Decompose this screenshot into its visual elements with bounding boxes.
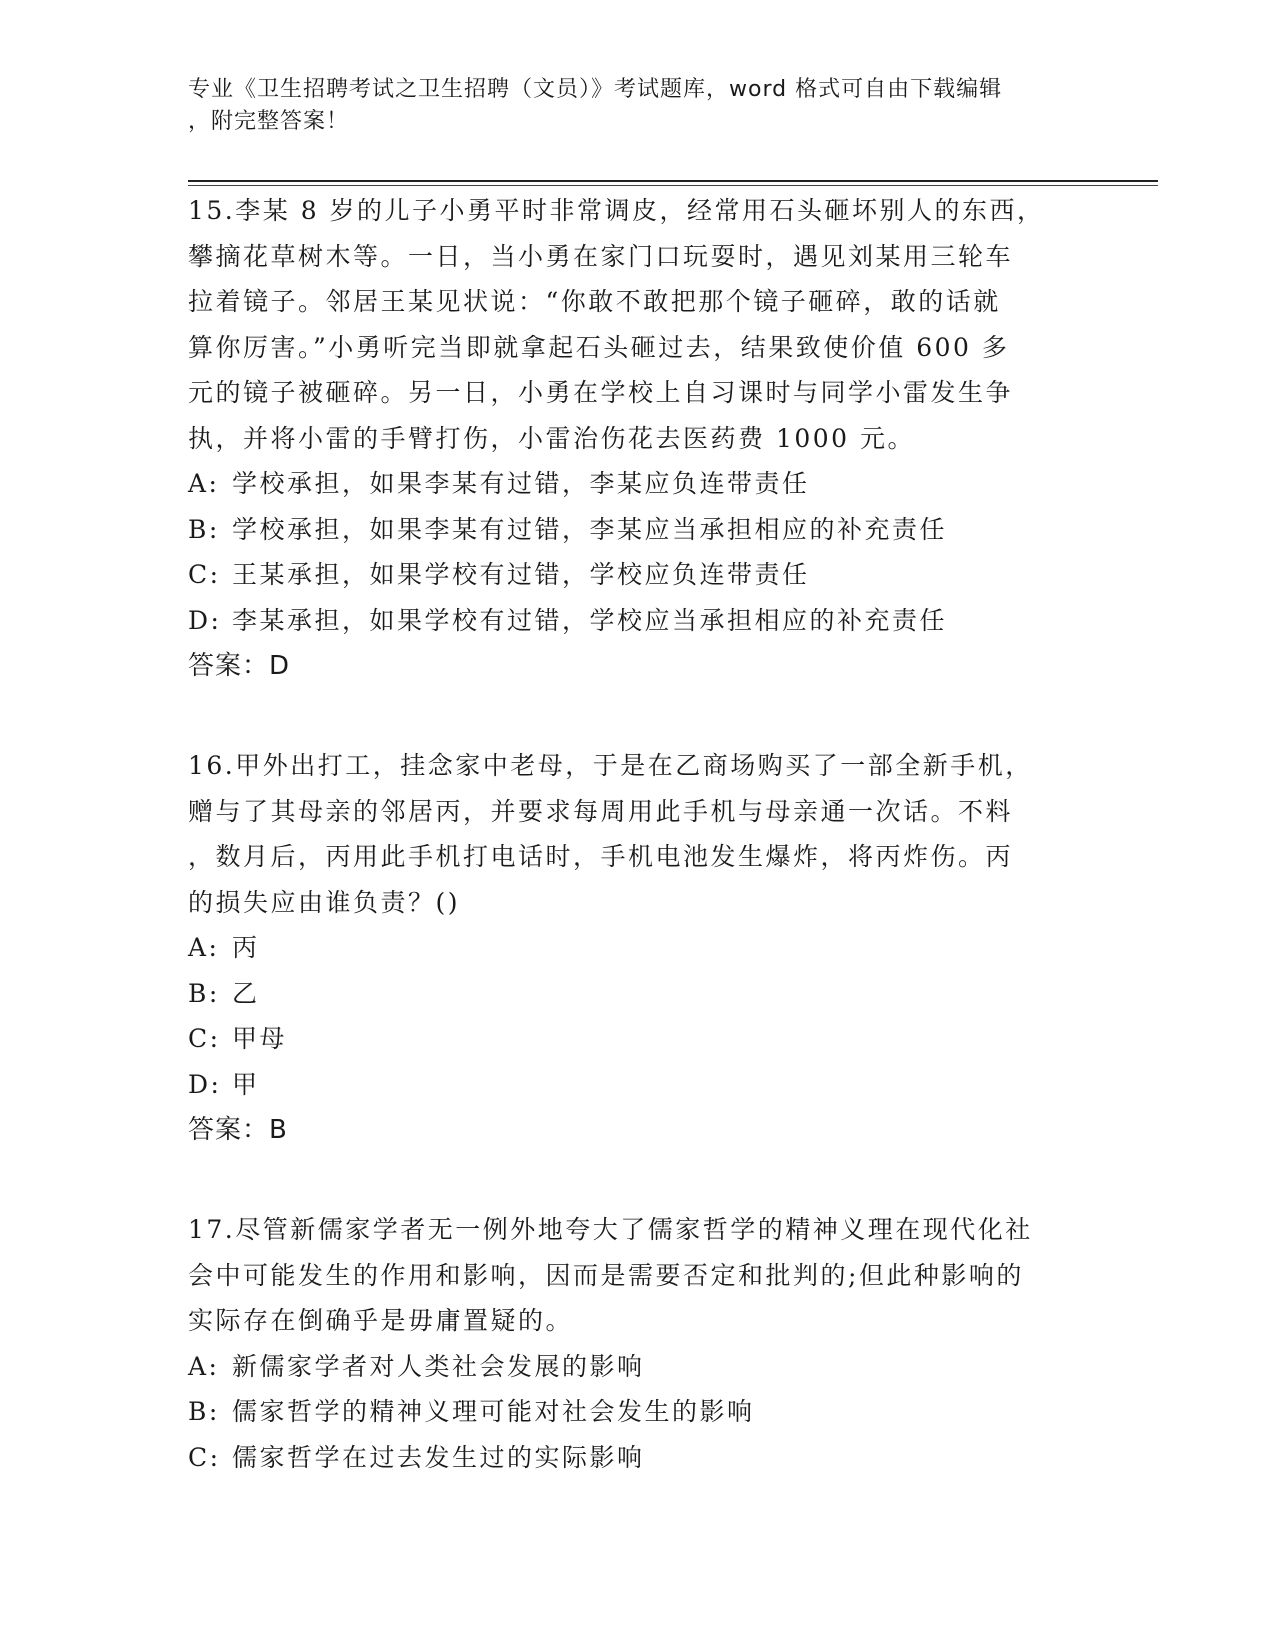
header-divider-thick — [188, 180, 1158, 182]
option-letter: B: — [188, 1397, 220, 1426]
answer-label: 答案：B — [188, 1115, 288, 1145]
option-letter: C: — [188, 1442, 221, 1472]
question-stem-line: 元的镜子被砸碎。另一日，小勇在学校上自习课时与同学小雷发生争 — [188, 378, 1014, 407]
option-text: 学校承担，如果李某有过错，李某应当承担相应的补充责任 — [232, 514, 948, 544]
header-divider-thin — [188, 185, 1158, 186]
question-stem-line: ，数月后，丙用此手机打电话时，手机电池发生爆炸，将丙炸伤。丙 — [188, 842, 1014, 871]
header-line-2: ，附完整答案！ — [188, 109, 350, 134]
question-stem-line: 的损失应由谁负责？() — [188, 887, 461, 917]
option-letter: D: — [188, 1069, 222, 1099]
answer-label: 答案：D — [188, 651, 291, 681]
question-list — [188, 188, 1068, 1480]
question-stem-line: 17.尽管新儒家学者无一例外地夸大了儒家哲学的精神义理在现代化社 — [188, 1215, 1033, 1244]
option-b — [188, 971, 1068, 1017]
option-text: 李某承担，如果学校有过错，学校应当承担相应的补充责任 — [232, 605, 948, 635]
question-17 — [188, 1207, 1068, 1480]
option-text: 丙 — [232, 933, 260, 962]
question-stem-line: 实际存在倒确乎是毋庸置疑的。 — [188, 1306, 574, 1335]
option-letter: C: — [188, 560, 221, 589]
option-text: 新儒家学者对人类社会发展的影响 — [232, 1351, 645, 1381]
option-letter: A: — [188, 469, 220, 498]
option-c — [188, 552, 1068, 598]
option-text: 学校承担，如果李某有过错，李某应负连带责任 — [232, 469, 810, 498]
question-stem-line: 拉着镜子。邻居王某见状说：“你敢不敢把那个镜子砸碎，敢的话就 — [188, 287, 1001, 316]
question-15 — [188, 188, 1068, 689]
option-text: 儒家哲学在过去发生过的实际影响 — [232, 1442, 645, 1472]
option-text: 儒家哲学的精神义理可能对社会发生的影响 — [232, 1397, 755, 1426]
option-d — [188, 598, 1068, 644]
question-stem-line: 16.甲外出打工，挂念家中老母，于是在乙商场购买了一部全新手机， — [188, 751, 1033, 780]
question-16 — [188, 743, 1068, 1153]
option-letter: A: — [188, 1351, 220, 1381]
option-b — [188, 1389, 1068, 1435]
question-stem-line: 会中可能发生的作用和影响，因而是需要否定和批判的;但此种影响的 — [188, 1260, 1024, 1290]
option-text: 王某承担，如果学校有过错，学校应负连带责任 — [232, 560, 810, 589]
question-stem-line: 15.李某 8 岁的儿子小勇平时非常调皮，经常用石头砸坏别人的东西， — [188, 196, 1045, 225]
option-c — [188, 1016, 1068, 1062]
header-line-1: 专业《卫生招聘考试之卫生招聘（文员）》考试题库，word 格式可自由下载编辑 — [188, 77, 1003, 102]
question-stem-line: 赠与了其母亲的邻居丙，并要求每周用此手机与母亲通一次话。不料 — [188, 796, 1014, 826]
option-letter: B: — [188, 978, 220, 1008]
option-text: 甲母 — [232, 1024, 288, 1053]
question-stem-line: 攀摘花草树木等。一日，当小勇在家门口玩耍时，遇见刘某用三轮车 — [188, 241, 1014, 271]
option-d — [188, 1062, 1068, 1108]
option-c — [188, 1435, 1068, 1481]
document-header — [188, 74, 1088, 138]
option-b — [188, 507, 1068, 553]
option-letter: B: — [188, 514, 220, 544]
option-letter: C: — [188, 1024, 221, 1053]
question-stem-line: 执，并将小雷的手臂打伤，小雷治伤花去医药费 1000 元。 — [188, 423, 916, 453]
option-a — [188, 925, 1068, 971]
option-letter: A: — [188, 933, 220, 962]
option-a — [188, 1344, 1068, 1390]
option-a — [188, 461, 1068, 507]
option-text: 乙 — [232, 978, 260, 1008]
question-stem-line: 算你厉害。”小勇听完当即就拿起石头砸过去，结果致使价值 600 多 — [188, 332, 1010, 362]
option-text: 甲 — [232, 1069, 260, 1099]
option-letter: D: — [188, 605, 222, 635]
